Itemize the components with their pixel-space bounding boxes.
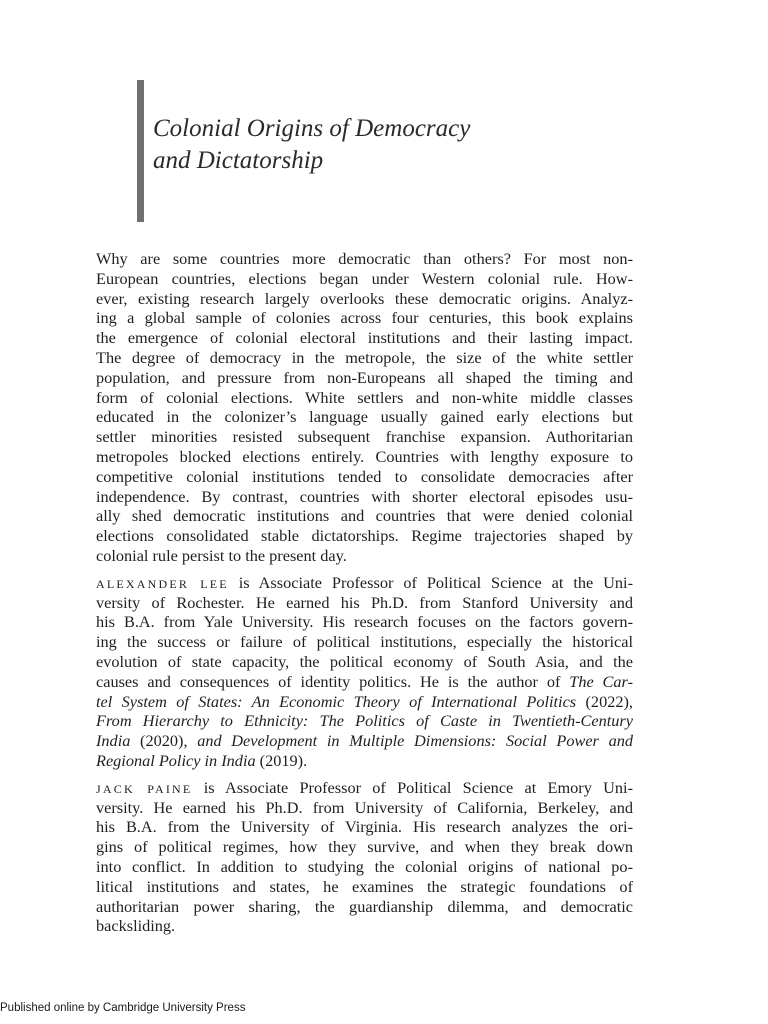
author-bio-line: ALEXANDER LEE is Associate Professor of Political Science at the Uni- — [96, 572, 633, 592]
description-line: settler minorities resisted subsequent franchise expansion. Authoritarian — [96, 427, 633, 447]
author-bio-line — [96, 711, 633, 731]
author-bio-line: causes and consequences of identity politics. He is the author of The Car- — [96, 671, 633, 691]
description-line: metropoles blocked elections entirely. Countries with lengthy exposure to — [96, 446, 633, 466]
author-bio-line: into conflict. In addition to studying the colonial origins of national po- — [96, 856, 633, 876]
description-line: population, and pressure from non-Europeans all shaped the timing and — [96, 367, 633, 387]
title-accent-bar — [137, 80, 144, 222]
description-line: ing a global sample of colonies across four centuries, this book explains — [96, 308, 633, 328]
author-bio-line: evolution of state capacity, the political economy of South Asia, and the — [96, 651, 633, 671]
book-title-italic: and Development in Multiple Dimensions: Social Power and — [197, 731, 633, 751]
book-title-italic: The Car- — [569, 671, 633, 691]
author-bio-line: litical institutions and states, he examines the strategic foundations of — [96, 876, 633, 896]
description-line: independence. By contrast, countries with shorter electoral episodes usu- — [96, 486, 633, 506]
author-bio-paine — [96, 778, 633, 936]
book-title-italic: From Hierarchy to Ethnicity: The Politics of Caste in Twentieth-Century — [96, 711, 633, 731]
book-title-line-2: and Dictatorship — [153, 147, 324, 174]
description-line: educated in the colonizer’s language usually gained early elections but — [96, 407, 633, 427]
book-title — [153, 113, 470, 177]
author-bio-line: versity of Rochester. He earned his Ph.D. from Stanford University and — [96, 592, 633, 612]
description-line: form of colonial elections. White settlers and non-white middle classes — [96, 387, 633, 407]
book-title-italic: India — [96, 731, 131, 751]
author-bio-line: authoritarian power sharing, the guardianship dilemma, and democratic — [96, 896, 633, 916]
description-line: Why are some countries more democratic than others? For most non- — [96, 249, 633, 268]
description-line: the emergence of colonial electoral institutions and their lasting impact. — [96, 328, 633, 348]
description-line: The degree of democracy in the metropole, the size of the white settler — [96, 347, 633, 367]
description-line: European countries, elections began under Western colonial rule. How- — [96, 268, 633, 288]
author-bio-lee — [96, 573, 633, 771]
author-bio-line: tel System of States: An Economic Theory of International Politics (2022), — [96, 691, 633, 711]
author-name-lee: ALEXANDER LEE — [96, 576, 229, 591]
publisher-footer: Published online by Cambridge University Press — [0, 1002, 246, 1014]
author-bio-line: his B.A. from Yale University. His research focuses on the factors govern- — [96, 612, 633, 632]
author-bio-line: versity. He earned his Ph.D. from University of California, Berkeley, and — [96, 797, 633, 817]
book-description — [96, 249, 633, 566]
book-title-italic: Regional Policy in India — [96, 750, 256, 770]
book-title-line-1: Colonial Origins of Democracy — [153, 115, 471, 142]
book-title-italic: tel System of States: An Economic Theory of International Politics — [96, 691, 577, 711]
author-bio-line: India (2020), and Development in Multiple Dimensions: Social Power and — [96, 731, 633, 751]
description-line: colonial rule persist to the present day. — [96, 545, 347, 565]
description-line: elections consolidated stable dictatorships. Regime trajectories shaped by — [96, 526, 633, 546]
author-name-paine: JACK PAINE — [96, 781, 193, 796]
description-line: competitive colonial institutions tended to consolidate democracies after — [96, 466, 633, 486]
author-bio-line: his B.A. from the University of Virginia. His research analyzes the ori- — [96, 817, 633, 837]
description-line: ever, existing research largely overlooks these democratic origins. Analyz- — [96, 288, 633, 308]
author-bio-line: Regional Policy in India (2019). — [96, 750, 308, 770]
author-bio-line: ing the success or failure of political institutions, especially the historical — [96, 632, 633, 652]
author-bio-line: backsliding. — [96, 916, 176, 936]
author-bio-line: gins of political regimes, how they survive, and when they break down — [96, 837, 633, 857]
body-text — [96, 249, 633, 943]
author-bio-line: JACK PAINE is Associate Professor of Political Science at Emory Uni- — [96, 777, 633, 797]
description-line: ally shed democratic institutions and countries that were denied colonial — [96, 506, 633, 526]
